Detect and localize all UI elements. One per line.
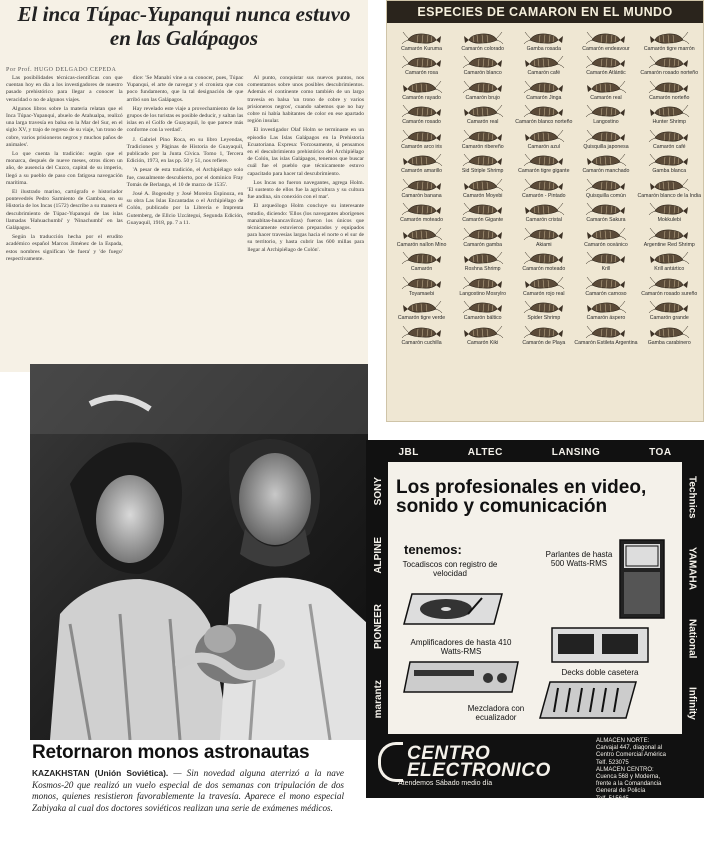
shrimp-label: Camarón banana [401,192,442,199]
speaker-icon [618,538,666,620]
shrimp-species-item [513,174,574,199]
shrimp-species-item [513,76,574,101]
shrimp-label: Camarón rosa [405,70,438,76]
shrimp-label: Camarón tigre gigante [518,168,570,174]
shrimp-icon [649,129,689,144]
shrimp-label: Camarón báltico [463,315,502,321]
shrimp-label: Camarón norteño [649,94,690,101]
shrimp-label: Camarón rosado sureño [641,290,698,297]
inca-column-3 [247,75,364,372]
shrimp-species-item [452,174,513,199]
shrimp-icon [463,153,503,168]
shrimp-species-item [513,125,574,150]
inca-paragraph: El ilustrado marino, cartógrafo e historiador pontevedrés Pedro Sarmiento de Gamboa, en su Historia de los Incas (1572) describe a su manera el descubrimiento de Túpac-Yupanqui de las islas llamadas 'Hahuachumbi' y 'Ninachumbi' en las Galápagos. [6,189,123,232]
shrimp-icon [463,325,503,340]
shrimp-icon [463,251,503,266]
shrimp-species-item [391,101,452,126]
shrimp-label: Gamba rosada [526,45,561,52]
shrimp-label: Camarón oceánico [584,241,628,248]
shrimp-species-item [452,272,513,297]
shrimp-icon [524,153,564,168]
shrimp-species-item [391,223,452,248]
shrimp-species-item [638,248,701,273]
inca-paragraph: dice: 'Se Manabí vine a su conocer, pues, Túpac Yupanqui, el arte de navegar y el cronista que con poco fundamento, que la tal designación de que arribó son las Galápagos. [126,75,244,103]
ad-headline: Los profesionales en video, sonido y comunicación [396,477,647,517]
shrimp-label: Toyamaebi [409,290,435,297]
shrimp-icon [524,178,564,193]
shrimp-icon [524,325,564,340]
shrimp-species-item [638,272,701,297]
brand-sony: SONY [372,477,384,506]
shrimp-icon [524,300,564,315]
shrimp-species-item [452,223,513,248]
shrimp-label: Camarón Moyebi [462,192,503,199]
shrimp-species-item [391,199,452,224]
shrimp-species-item [452,52,513,77]
ad-brand-strip-left [368,462,388,734]
shrimp-label: Camarón tigre verde [397,315,446,321]
shrimp-species-item [574,76,637,101]
turntable-icon [402,584,506,630]
shrimp-label: Camarón cristal [525,217,562,223]
inca-column-2 [127,75,244,372]
shrimp-label: Camarón Atlántic [586,70,626,76]
address-line: General de Policía [596,788,646,795]
shrimp-icon [586,104,626,119]
inca-column-1 [6,75,123,372]
shrimp-species-item [638,150,701,175]
shrimp-icon [463,31,503,46]
shrimp-icon [586,300,626,315]
address-line: Cuenca 568 y Moderna, [596,774,661,781]
inca-paragraph: Las posibilidades técnicas-científicas con que cuentan hoy en día a los investigadores de nuestro pasado prehistórico para llegar a conocer la veracidad o no de algunos viajes. [6,75,123,103]
shrimp-label: Camarón naílon Mino [396,241,447,248]
brand-jbl: JBL [398,446,419,458]
shrimp-species-item [391,52,452,77]
shrimp-icon [649,153,689,168]
shrimp-species-item [574,52,637,77]
shrimp-species-item [452,27,513,52]
shrimp-species-item [574,297,637,322]
shrimp-species-item [391,27,452,52]
shrimp-label: Langostino [593,119,619,125]
shrimp-icon [402,104,442,119]
shrimp-species-item [638,27,701,52]
shrimp-label: Roshna Shrimp [464,266,501,272]
shrimp-icon [649,178,689,193]
brand-technics: Technics [686,476,698,519]
shrimp-icon [649,276,689,291]
shrimp-species-item [513,223,574,248]
amplifier-icon [402,660,520,694]
shrimp-icon [463,178,503,193]
shrimp-label: Camarón amarillo [401,168,443,174]
shrimp-icon [649,325,689,340]
address-line: Telf. 523075 [596,759,629,766]
brand-infinity: Infinity [686,686,698,720]
shrimp-label: Camarón café [527,70,561,76]
shrimp-icon [649,202,689,217]
shrimp-species-item [574,321,637,346]
brand-pioneer: PIONEER [372,604,384,650]
brand-toa: TOA [649,446,672,458]
shrimp-icon [586,325,626,340]
ad-item-mixer-label: Mezcladora con ecualizador [467,704,525,722]
shrimp-label: Camarón de Playa [522,339,566,346]
shrimp-icon [649,80,689,95]
inca-paragraph: 'A pesar de esta tradición, el Archipiélago solo fue, casualmente descubierto, por el dominico Fray Tomás de Berlanga, el 10 de marzo de 1535'. [126,167,244,188]
ad-item-decks-label: Decks doble casetera [561,668,639,677]
shrimp-label: Camarón carnoso [585,290,627,297]
shrimp-icon [463,227,503,242]
shrimp-label: Mokkulebi [657,217,681,223]
shrimp-label: Camarón tigre marrón [643,45,695,52]
shrimp-species-item [452,76,513,101]
inca-paragraph: El investigador Olaf Holm se terminaste en un episodio Las Islas Galápagos en la Prehistoria Ecuatoriana. Expresa: 'Forzosamente, si pensamos en el descubrimiento prehistórico del Archipiélago de Colón, las islas Galápagos, tenemos que buscar cuál fue el pueblo que técnicamente estuvo capacitado para hacer tal descubrimiento. [247,127,365,177]
shrimp-label: Camarón manchado [582,168,630,174]
shrimp-label: Camarón - Pintado [522,192,566,199]
shrimp-icon [463,202,503,217]
inca-paragraph: Algunos libros sobre la materia relatan que el Inca Túpac-Yupanqui, abuelo de Atahualpa, realizó una larga travesía en balsa en la Mar del Sur, en el siglo XV, y trajo de regreso de su viaje, 'un trono de cobre, varios prisioneros negros y muchos paños de animales'. [6,105,123,148]
shrimp-icon [586,276,626,291]
shrimp-label: Camarón Kiki [467,339,499,346]
shrimp-icon [402,178,442,193]
shrimp-species-item [452,297,513,322]
shrimp-label: Camarón blanco [463,70,502,76]
shrimp-label: Camarón [410,266,433,272]
shrimp-label: Gamba blanca [652,168,687,174]
shrimp-species-item [391,76,452,101]
shrimp-species-item [391,321,452,346]
shrimp-label: Camarón blanco de la India [637,192,701,199]
shrimp-species-clipping [386,0,704,422]
shrimp-species-item [452,248,513,273]
inca-paragraph: Hay revelado este viaje a provechamiento de los grupos de los turistas es posible deducir, y saltan las islas en el Golfo de Guayaquil, lo que parece más conforme con la verdad'. [126,105,244,134]
shrimp-species-item [574,174,637,199]
address-line: Carvajal 447, diagonal al [596,745,663,752]
shrimp-icon [402,31,442,46]
brand-lansing: LANSING [551,446,601,458]
address-line: frente a la Comandancia [596,781,662,788]
shrimp-icon [524,202,564,217]
shrimp-label: Camarón blanco norteño [515,119,573,125]
astro-dateline: KAZAKHSTAN (Unión Soviética). [32,768,169,778]
centro-electronico-ad [366,440,704,802]
shrimp-species-item [452,150,513,175]
shrimp-species-item [513,272,574,297]
ad-brand-strip-top [368,442,702,462]
logo-line-2: ELECTRONICO [407,760,551,781]
shrimp-species-item [574,248,637,273]
address-line: Centro Comercial América [596,752,667,759]
shrimp-icon [649,104,689,119]
brand-national: National [686,618,698,659]
brand-yamaha: YAMAHA [686,547,698,591]
centro-electronico-logo [378,742,551,782]
astro-body-text: — Sin novedad alguna aterrizó a la nave Kosmos-20 que realizó un vuelo especial de dos semanas con tripulación de dos monos, quienes resistieron favorablemente la travesía. Aparece el mono especial Zabiyaka al cual dos doctores soviéticos realizan una serie de exámenes médicos. [32,768,344,813]
inca-paragraph: Según la traducción hecha por el erudito académico español Marcos Jiménez de la Espada, estos nombres significan 'de fuera' y 'de fuego' respectivamente. [6,234,123,262]
ad-item-turntable-label: Tocadiscos con registro de velocidad [402,560,498,578]
shrimp-label: Camarón cuchilla [401,339,442,346]
shrimp-icon [402,325,442,340]
ad-item-amplifier-label: Amplificadores de hasta 410 Watts-RMS [410,638,512,656]
shrimp-icon [524,227,564,242]
brand-marantz: marantz [372,680,384,719]
shrimp-label: Camarón moteado [522,266,566,272]
inca-paragraph: J. Gabriel Pino Roca, en su libro Leyendas, Tradiciones y Páginas de Historia de Guayaquil, publicado por la Junta Cívica. Tomo 1, Tercera Edición, 1973, en las pp. 50 y 51, nos refiere. [126,136,244,165]
inca-paragraph: Los Incas no fueron navegantes, agrega Holm. 'El sustento de ellos fue la agricultura y su cultura fue andina, sin conexión con el mar'. [247,179,365,201]
shrimp-icon [649,227,689,242]
shrimp-icon [586,251,626,266]
shrimp-label: Camarón Sakura [586,217,626,223]
shrimp-icon [586,202,626,217]
shrimp-species-item [452,101,513,126]
inca-paragraph: Lo que cuenta la tradición: según que el monarca, después de nueve meses, otros dicen un año, de ausencia del Cuzco, capital de su imperio, llegó a su pueblo de paso con fatigosa navegación marítima. [6,151,123,186]
shrimp-icon [463,129,503,144]
shrimp-species-item [513,150,574,175]
shrimp-icon [649,251,689,266]
shrimp-icon [649,300,689,315]
shrimp-label: Camarón arco iris [401,143,443,150]
shrimp-header [387,1,703,23]
shrimp-icon [463,55,503,70]
shrimp-icon [524,31,564,46]
shrimp-label: Quisquilla japonesa [583,143,629,150]
shrimp-species-item [638,223,701,248]
shrimp-species-item [391,125,452,150]
shrimp-label: Quisquilla común [586,192,626,199]
shrimp-species-item [574,101,637,126]
shrimp-label: Camarón gamba [463,241,502,248]
shrimp-icon [524,80,564,95]
shrimp-icon [586,31,626,46]
shrimp-icon [524,129,564,144]
shrimp-label: Camarón ribereño [461,143,504,150]
shrimp-label: Camarón endeavour [582,45,630,52]
shrimp-species-item [574,150,637,175]
shrimp-species-item [638,297,701,322]
shrimp-species-item [513,321,574,346]
shrimp-label: Camarón Estileta Argentina [574,339,638,346]
shrimp-icon [649,31,689,46]
shrimp-grid [391,27,701,419]
shrimp-label: Camarón rojo real [523,290,565,297]
inca-byline: Por Prof. HUGO DELGADO CEPEDA [6,67,117,73]
shrimp-species-item [638,101,701,126]
address-line: ALMACEN CENTRO: [596,766,654,773]
shrimp-label: Camarón rayado [402,94,441,101]
shrimp-species-item [391,248,452,273]
shrimp-label: Camarón brujo [465,94,500,101]
shrimp-species-item [638,321,701,346]
shrimp-icon [586,80,626,95]
astronauts-caption-clipping [30,740,348,832]
shrimp-species-item [574,272,637,297]
shrimp-icon [586,227,626,242]
shrimp-species-item [638,76,701,101]
shrimp-species-item [391,297,452,322]
shrimp-icon [402,251,442,266]
astro-body [32,768,344,814]
shrimp-icon [463,276,503,291]
astro-headline: Retornaron monos astronautas [32,742,310,763]
shrimp-icon [524,104,564,119]
shrimp-species-item [452,321,513,346]
shrimp-species-item [391,174,452,199]
shrimp-label: Krill [601,266,611,272]
shrimp-label: Camarón real [466,119,499,125]
shrimp-icon [402,129,442,144]
shrimp-species-item [638,174,701,199]
shrimp-species-item [574,223,637,248]
shrimp-icon [402,276,442,291]
ad-address [596,738,694,803]
shrimp-icon [463,80,503,95]
inca-paragraph: José A. Bogensby y José Moreira Espinoza, en su obra Las Islas Encantadas o el Archipiélago de Colón, publicado por la Librería e Imprenta Gutemberg, de Ellcio Uzcátegui, Segunda Edición, Guayaquil, 1918, pp. 7 a 11. [126,191,244,226]
shrimp-icon [524,55,564,70]
shrimp-label: Camarón colorado [461,45,505,52]
ad-footer [368,734,702,802]
shrimp-label: Camarón moteado [400,217,444,223]
shrimp-icon [649,55,689,70]
monkey-photo [30,364,368,740]
shrimp-label: Camarón grande [649,315,689,321]
shrimp-label: Sid Striple Shrimp [461,168,504,174]
ce-logo-icon [378,742,403,782]
shrimp-label: Camarón Gigante [462,217,504,223]
shrimp-species-item [391,150,452,175]
shrimp-icon [586,178,626,193]
shrimp-icon [463,300,503,315]
shrimp-species-item [513,248,574,273]
inca-columns [6,75,364,372]
logo-line-1: CENTRO [407,743,491,764]
shrimp-label: Spider Shrimp [527,315,561,321]
mixer-icon [538,680,638,720]
shrimp-label: Camarón áspero [586,315,626,321]
shrimp-label: Camarón Kuruma [401,45,443,52]
shrimp-icon [524,251,564,266]
shrimp-species-item [638,125,701,150]
shrimp-icon [586,153,626,168]
shrimp-species-item [452,199,513,224]
ad-item-speakers-label: Parlantes de hasta 500 Watts-RMS [545,550,613,568]
shrimp-icon [402,202,442,217]
shrimp-icon [402,80,442,95]
shrimp-label: Krill antártico [654,266,685,272]
ad-tenemos: tenemos: [404,542,462,557]
shrimp-icon [402,55,442,70]
shrimp-label: Hunter Shrimp [652,119,686,125]
photo-illustration [30,364,368,740]
shrimp-icon [524,276,564,291]
shrimp-species-item [452,125,513,150]
shrimp-label: Argentine Red Shrimp [643,241,695,248]
shrimp-label: Camarón real [590,94,622,101]
shrimp-icon [402,153,442,168]
shrimp-species-item [513,52,574,77]
shrimp-icon [402,227,442,242]
shrimp-species-item [513,101,574,126]
shrimp-label: Camarón rosado [402,119,441,125]
brand-altec: ALTEC [467,446,503,458]
cassette-deck-icon [550,626,650,664]
brand-alpine: ALPINE [372,536,384,574]
shrimp-icon [586,55,626,70]
shrimp-label: Camarón café [652,143,686,150]
ad-hours: Atendemos Sábado medio día [398,780,493,787]
inca-article-clipping [0,0,368,372]
shrimp-species-item [574,27,637,52]
shrimp-title: ESPECIES DE CAMARON EN EL MUNDO [417,5,673,19]
shrimp-icon [586,129,626,144]
shrimp-label: Akiami [536,241,552,248]
shrimp-label: Camarón azul [527,143,560,150]
ad-brand-strip-right [682,462,702,734]
shrimp-label: Camarón rosado norteño [640,70,699,76]
shrimp-species-item [513,199,574,224]
shrimp-icon [402,300,442,315]
shrimp-species-item [638,52,701,77]
shrimp-species-item [513,27,574,52]
shrimp-label: Gamba carabinero [647,339,691,346]
inca-paragraph: El arqueólogo Holm concluye su interesante estudio, diciendo: 'Ellos (los navegantes aborígenes manabitas-huancavilcas) fueron los únicos que técnicamente estuvieron preparados y equipados para hacer travesías largas hacia el norte o el sur de su territorio, y hasta cubrir las 600 millas para llegar al Archipiélago de Colón'. [247,203,365,253]
shrimp-label: Camarón Jinga [526,94,562,101]
address-line: ALMACEN NORTE: [596,738,650,744]
shrimp-species-item [574,199,637,224]
shrimp-species-item [513,297,574,322]
shrimp-species-item [638,199,701,224]
inca-headline: El inca Túpac-Yupanqui nunca estuvo en las Galápagos [17,2,351,50]
shrimp-species-item [574,125,637,150]
inca-paragraph: Al punto, conquistar sus nuevos puntos, nos comentamos sobre unos posibles descubrimientos. Además el continente como también de un largo travesía en balsa 'un trono de cobre y varios prisioneros negros', cuando sabemos que no hay cobre ni había habitantes de color en ese apartado región insular. [247,75,365,125]
shrimp-icon [463,104,503,119]
shrimp-species-item [391,272,452,297]
address-line: Telf. 515645 [596,795,629,802]
shrimp-label: Langostino Mosrylro [459,290,507,297]
